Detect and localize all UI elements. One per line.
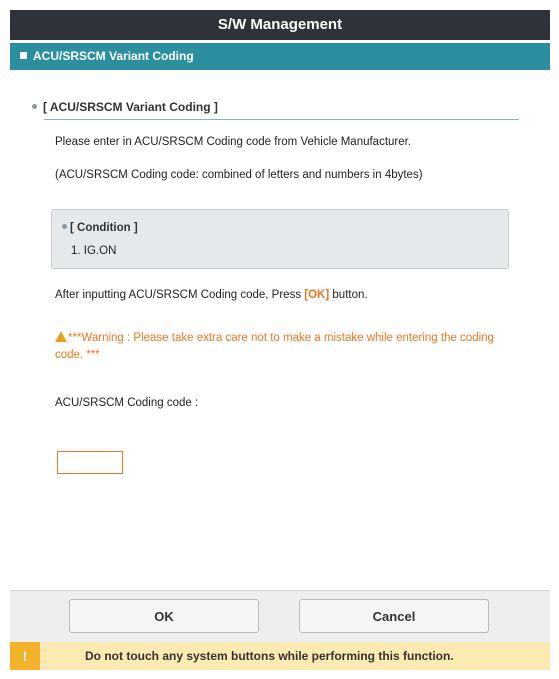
- subheader-title: ACU/SRSCM Variant Coding: [33, 49, 194, 63]
- exclamation-icon: !: [10, 642, 40, 670]
- section-heading: [32, 100, 218, 114]
- window-title: S/W Management: [10, 10, 550, 40]
- bullet-dot-icon: [32, 104, 37, 109]
- condition-item: 1. IG.ON: [71, 245, 117, 257]
- warning-text: ***Warning : Please take extra care not to make a mistake while entering the coding code. ***: [55, 332, 494, 361]
- bullet-dot-icon: [62, 224, 67, 229]
- format-note-text: (ACU/SRSCM Coding code: combined of letters and numbers in 4bytes): [55, 169, 423, 181]
- section-heading-text: [ ACU/SRSCM Variant Coding ]: [43, 100, 218, 114]
- notice-text: Do not touch any system buttons while performing this function.: [85, 649, 454, 663]
- ok-button[interactable]: OK: [69, 599, 259, 633]
- warning-message: [55, 330, 525, 364]
- code-field-label: ACU/SRSCM Coding code :: [55, 397, 199, 409]
- square-bullet-icon: [20, 52, 27, 59]
- button-bar: [10, 590, 550, 642]
- after-input-suffix: button.: [329, 289, 368, 301]
- condition-title: [62, 222, 138, 234]
- coding-code-input[interactable]: [57, 451, 123, 474]
- warning-triangle-icon: [55, 331, 67, 342]
- after-input-ok-label: [OK]: [304, 289, 330, 301]
- after-input-prefix: After inputting ACU/SRSCM Coding code, Press: [55, 289, 305, 301]
- section-divider: [44, 119, 519, 120]
- notice-bar: [10, 642, 550, 670]
- condition-box: [51, 209, 509, 269]
- condition-title-text: [ Condition ]: [70, 222, 138, 234]
- after-input-text: [55, 289, 368, 301]
- instruction-text: Please enter in ACU/SRSCM Coding code from Vehicle Manufacturer.: [55, 136, 412, 148]
- page-subheader: [10, 43, 550, 70]
- cancel-button[interactable]: Cancel: [299, 599, 489, 633]
